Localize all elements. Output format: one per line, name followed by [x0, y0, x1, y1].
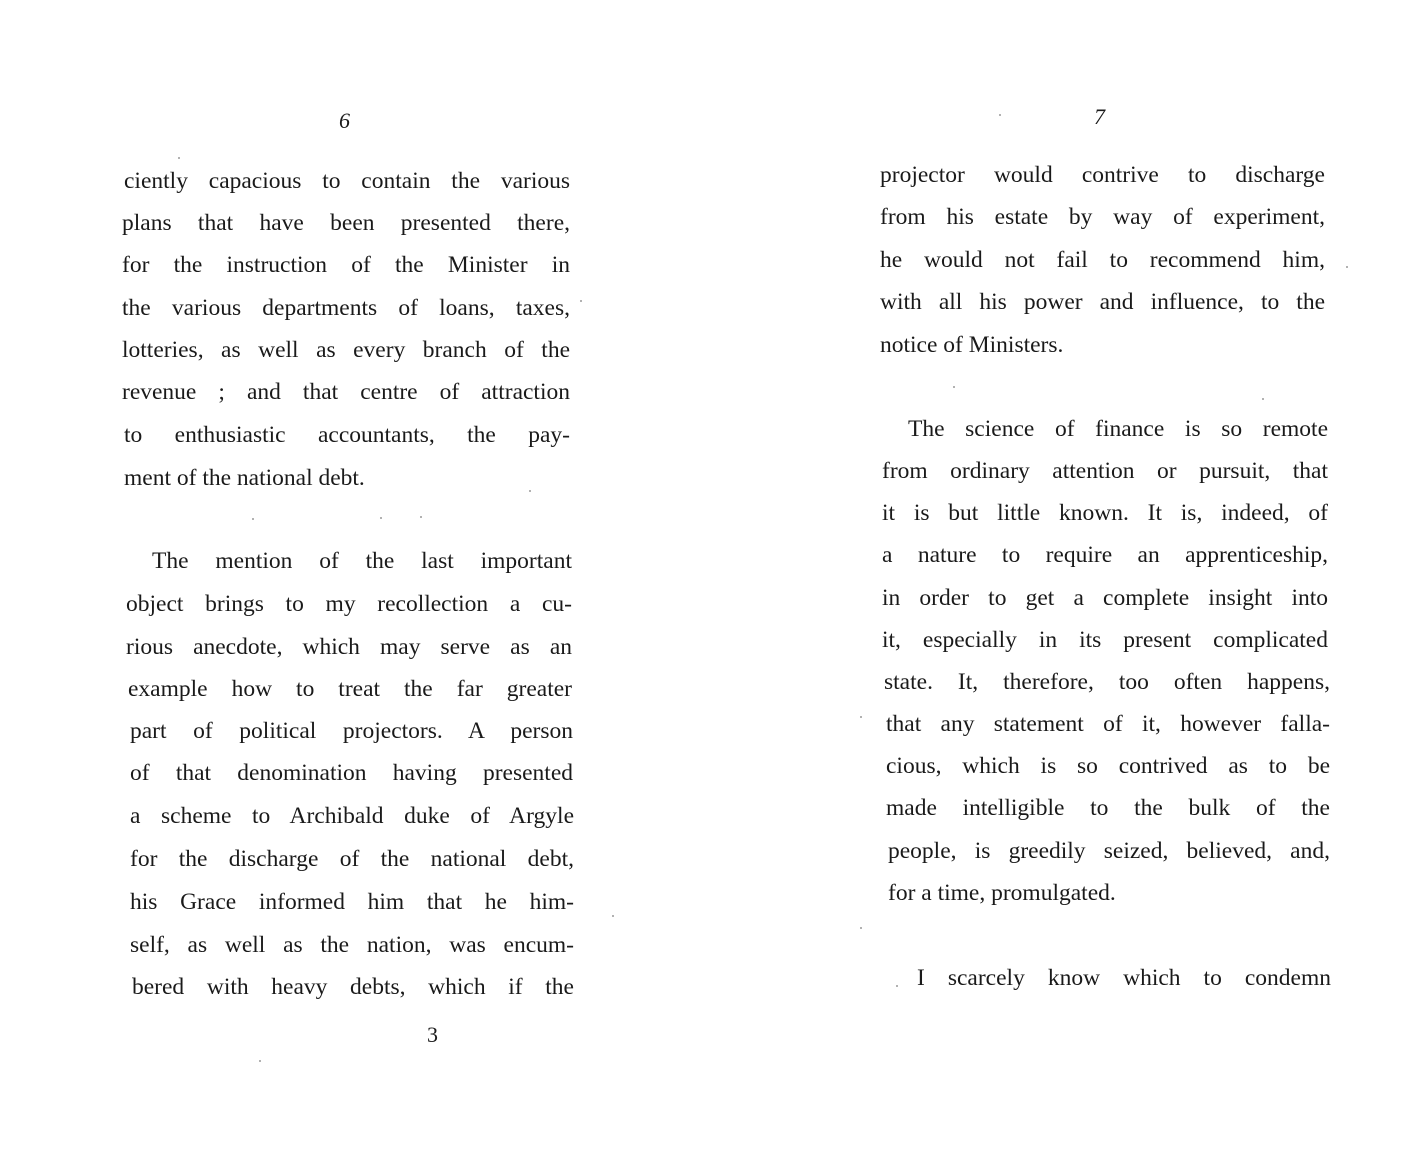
- text-line: with all his power and influence, to the: [880, 289, 1325, 315]
- text-line: for a time, promulgated.: [888, 880, 1116, 906]
- signature-mark: 3: [427, 1022, 438, 1047]
- page-number: 7: [1094, 104, 1105, 129]
- text-line: in order to get a complete insight into: [882, 585, 1328, 611]
- text-line: it is but little known. It is, indeed, of: [882, 500, 1328, 526]
- text-line: his Grace informed him that he him-: [130, 889, 574, 915]
- right-page: [713, 0, 1427, 1157]
- text-line: The mention of the last important: [152, 548, 572, 574]
- text-line: example how to treat the far greater: [128, 676, 572, 702]
- text-line: of that denomination having presented: [130, 760, 573, 786]
- text-line: that any statement of it, however falla-: [886, 711, 1330, 737]
- text-line: lotteries, as well as every branch of the: [122, 337, 570, 363]
- scan-speck: [420, 516, 422, 518]
- scan-speck: [529, 490, 531, 492]
- scan-speck: [896, 985, 898, 987]
- text-line: The science of finance is so remote: [908, 416, 1328, 442]
- left-page: [0, 0, 713, 1157]
- text-line: ment of the national debt.: [124, 465, 365, 491]
- text-line: for the discharge of the national debt,: [130, 846, 574, 872]
- text-line: plans that have been presented there,: [122, 210, 570, 236]
- scan-speck: [953, 386, 955, 388]
- text-line: I scarcely know which to condemn: [917, 965, 1331, 991]
- scan-speck: [580, 300, 582, 302]
- scan-speck: [259, 1060, 261, 1062]
- text-line: notice of Ministers.: [880, 332, 1064, 358]
- text-line: from his estate by way of experiment,: [880, 204, 1325, 230]
- text-line: a scheme to Archibald duke of Argyle: [130, 803, 574, 829]
- text-line: it, especially in its present complicated: [882, 627, 1328, 653]
- text-line: made intelligible to the bulk of the: [886, 795, 1330, 821]
- text-line: people, is greedily seized, believed, and,: [888, 838, 1330, 864]
- text-line: ciently capacious to contain the various: [124, 168, 570, 194]
- scan-speck: [860, 927, 862, 929]
- text-line: the various departments of loans, taxes,: [122, 295, 570, 321]
- text-line: a nature to require an apprenticeship,: [882, 542, 1328, 568]
- text-line: state. It, therefore, too often happens,: [884, 669, 1330, 695]
- text-line: revenue ; and that centre of attraction: [122, 379, 570, 405]
- text-line: rious anecdote, which may serve as an: [126, 634, 572, 660]
- text-line: bered with heavy debts, which if the: [132, 974, 574, 1000]
- page-number: 6: [339, 108, 350, 133]
- text-line: from ordinary attention or pursuit, that: [882, 458, 1328, 484]
- text-line: projector would contrive to discharge: [880, 162, 1325, 188]
- scan-speck: [612, 915, 614, 917]
- scan-speck: [1346, 266, 1348, 268]
- text-line: part of political projectors. A person: [130, 718, 573, 744]
- text-line: to enthusiastic accountants, the pay-: [124, 422, 570, 448]
- scan-speck: [380, 517, 382, 519]
- scan-speck: [252, 518, 254, 520]
- scan-speck: [999, 114, 1001, 116]
- text-line: cious, which is so contrived as to be: [886, 753, 1330, 779]
- scan-speck: [178, 157, 180, 159]
- text-line: self, as well as the nation, was encum-: [130, 932, 574, 958]
- text-line: for the instruction of the Minister in: [122, 252, 570, 278]
- text-line: he would not fail to recommend him,: [880, 247, 1325, 273]
- scan-speck: [860, 716, 862, 718]
- scan-speck: [1262, 398, 1264, 400]
- text-line: object brings to my recollection a cu-: [126, 591, 572, 617]
